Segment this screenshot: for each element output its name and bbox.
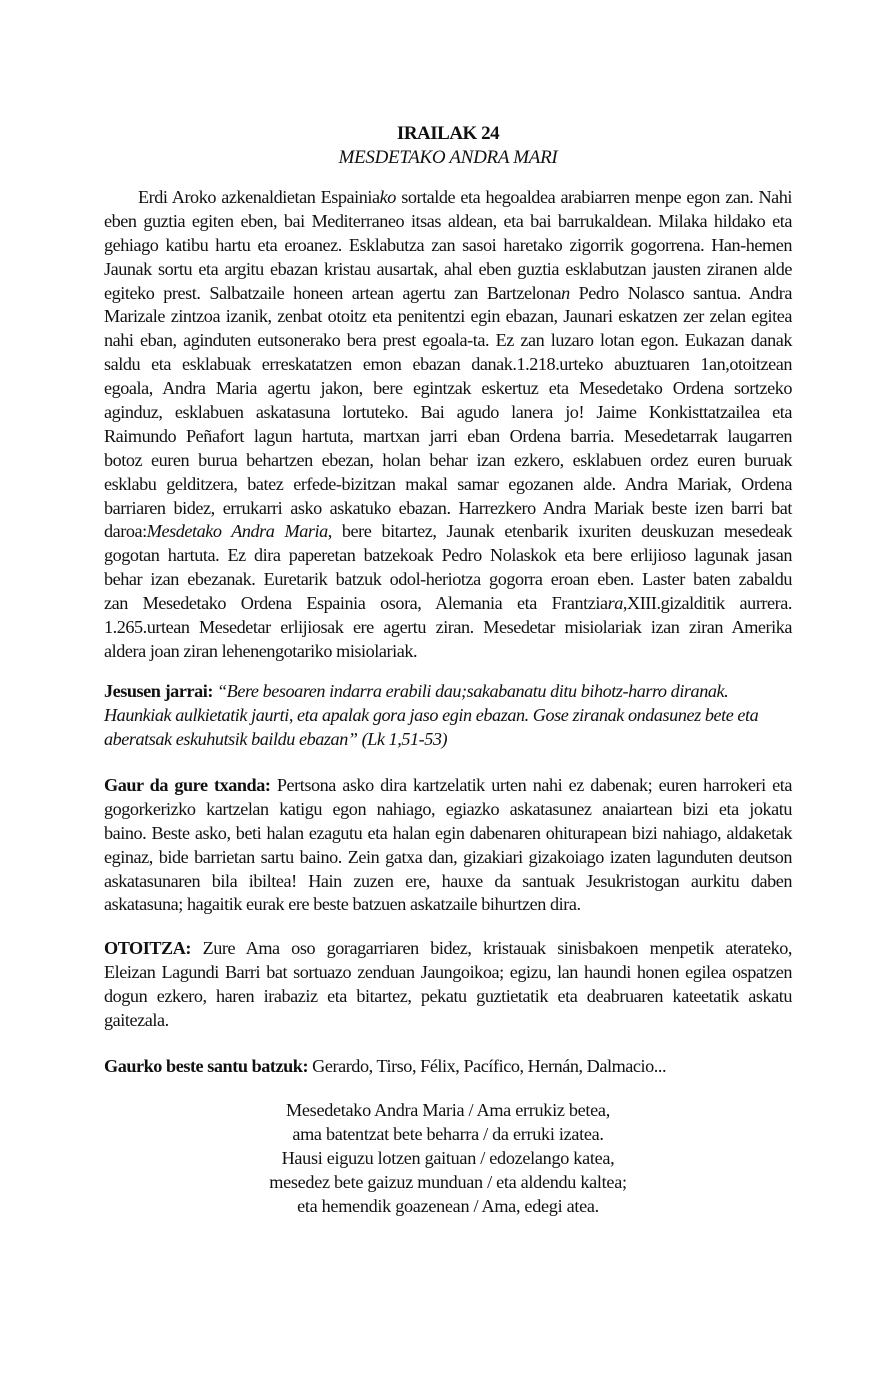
text-line: aldera joan ziran lehenengotariko misiolariak. xyxy=(104,640,418,661)
text-line xyxy=(104,774,792,798)
saints-list: Gerardo, Tirso, Félix, Pacífico, Hernán, Dalmacio... xyxy=(308,1056,667,1076)
poem-line: mesedez bete gaizuz munduan / eta aldendu kaltea; xyxy=(269,1171,627,1192)
poem xyxy=(104,1099,792,1219)
text-line: behar izan ebezanak. Euretarik batzuk odol-heriotza gogorra eroan eben. Laster baten zabaldu xyxy=(104,569,792,590)
beste-santu-section xyxy=(104,1055,792,1079)
text-span: egiteko prest. Salbatzaile honeen artean agertu zan Bartzelona xyxy=(104,282,562,303)
poem-line: Hausi eiguzu lotzen gaituan / edozelango katea, xyxy=(281,1147,615,1168)
quote-text: aberatsak eskuhutsik baildu ebazan” (Lk 1,51-53) xyxy=(104,728,448,749)
section-label: OTOITZA: xyxy=(104,938,192,958)
text-line: gehiago katibu hartu eta eroanez. Esklabutza zan sasoi haretako zigorrik gogorrena. Han-hemen xyxy=(104,234,792,255)
intro-paragraph xyxy=(104,186,792,664)
text-span: sortalde eta hegoaldea arabiarren menpe egon zan. Nahi xyxy=(395,187,792,207)
text-line xyxy=(104,1055,792,1079)
italic-span: ra xyxy=(607,593,623,614)
poem-line: Mesedetako Andra Maria / Ama errukiz betea, xyxy=(286,1100,610,1120)
text-line: 1.265.urtean Mesedetar erlijiosak ere agertu ziran. Mesedetar misiolariak izan ziran Amerika xyxy=(104,617,792,638)
poem-line: eta hemendik goazenean / Ama, edegi atea. xyxy=(297,1195,599,1216)
text-line: Marizale zintzoa izanik, zenbat otoitz eta penitentzi egin ebazan, Jaunari eskatzen zer zelan egitea xyxy=(104,306,792,327)
text-span: daroa: xyxy=(104,521,147,542)
text-span: zan Mesedetako Ordena Espainia osora, Alemania eta Frantzia xyxy=(104,593,608,614)
text-line: egoala, Andra Maria agertu jakon, bere egintzak eskertuz eta Mesedetako Ordena sortzeko xyxy=(104,378,792,399)
text-line xyxy=(104,186,792,210)
page-subtitle: MESDETAKO ANDRA MARI xyxy=(338,147,558,168)
quote-text: “Bere besoaren indarra erabili dau;sakabanatu ditu bihotz-harro diranak. xyxy=(212,681,729,701)
text-line: Jaunak sortu eta argitu ebazan kristau ausartak, ahal eben guztia esklabutzan jausten ziranen alde xyxy=(104,258,792,279)
italic-span: Mesdetako Andra Maria xyxy=(146,521,328,542)
text-line: botoz euren burua behartzen ebezan, holan behar izan ezkero, esklabuen ordez euren buruak xyxy=(104,449,792,470)
section-label: Jesusen jarrai: xyxy=(104,681,213,701)
text-line: Raimundo Peñafort lagun hartuta, martxan jarri eban Ordena barria. Mesedetarrak laugarren xyxy=(104,425,792,446)
italic-span: n xyxy=(561,282,570,303)
text-line: baino. Beste asko, beti halan ezagutu eta halan egin dabenaren ohiturapean bizi nahiago, aldaketak xyxy=(104,822,792,843)
page-title: IRAILAK 24 xyxy=(396,123,500,144)
text-span: ,XIII.gizalditik aurrera. xyxy=(622,593,792,614)
jesusen-jarrai-section xyxy=(104,680,792,752)
text-line xyxy=(104,937,792,961)
text-line: barriaren bidez, errukarri asko askatuko ebazan. Harrezkero Andra Mariak beste izen barri bat xyxy=(104,497,792,518)
otoitza-section xyxy=(104,937,792,1033)
text-span: Erdi Aroko azkenaldietan Espainia xyxy=(138,187,380,207)
quote-text: Haunkiak aulkietatik jaurti, eta apalak gora jaso egin ebazan. Gose ziranak ondasunez bete eta xyxy=(104,704,759,725)
text-span: , bere bitartez, Jaunak etenbarik ixuriten deuskuzan mesedeak xyxy=(327,521,792,542)
text-line: askatasunaren bila ibiltea! Hain zuzen ere, hauxe da santuak Jesukristogan aurkitu daben xyxy=(104,870,792,891)
italic-span: ko xyxy=(379,187,396,207)
gaur-da-section xyxy=(104,774,792,917)
poem-line: ama batentzat bete beharra / da erruki izatea. xyxy=(292,1123,604,1144)
text-line: gogorkerizko kartzelan katigu egon nahiago, egiazko askatasunez anaiartean bizi eta jokatu xyxy=(104,798,792,819)
text-line: gaitezala. xyxy=(104,1009,169,1030)
text-span: Pertsona asko dira kartzelatik urten nahi ez dabenak; euren harrokeri eta xyxy=(270,775,792,795)
text-span: Pedro Nolasco santua. Andra xyxy=(569,282,792,303)
section-label: Gaur da gure txanda: xyxy=(104,775,271,795)
text-line: aginduz, esklabuen askatasuna lortuteko. Bai agudo lanera jo! Jaime Konkisttatzailea eta xyxy=(104,402,792,423)
text-line: eginaz, bide barrietan sartu baino. Zein gatxa dan, gizakiari gizakoiago izaten lagunduten deutson xyxy=(104,846,792,867)
text-line xyxy=(104,680,792,704)
text-line: esklabu gelditzera, batez erfede-bizitzan makal samar egozanen alde. Andra Mariak, Ordena xyxy=(104,473,792,494)
text-line xyxy=(104,592,792,616)
text-span: Zure Ama oso goragarriaren bidez, kristauak sinisbakoen menpetik aterateko, xyxy=(191,938,792,958)
text-line: eben guztia egiten eben, bai Mediterraneo itsas aldean, eta bai barrukaldean. Milaka hildako eta xyxy=(104,210,792,231)
text-line: askatasuna; hagaitik eurak ere beste batzuen askatzaile bihurtzen dira. xyxy=(104,894,581,915)
text-line: gogotan hartuta. Ez dira paperetan batzekoak Pedro Nolaskok eta bere erlijioso lagunak jasan xyxy=(104,545,792,566)
section-label: Gaurko beste santu batzuk: xyxy=(104,1056,309,1076)
text-line: saldu eta esklabuak erreskatatzen emon ebazan danak.1.218.urteko abuztuaren 1an,otoitzean xyxy=(104,354,792,375)
text-line xyxy=(104,520,792,544)
text-line: Eleizan Lagundi Barri bat sortuazo zenduan Jaungoikoa; egizu, lan haundi honen egilea ospatzen xyxy=(104,961,792,982)
text-line: nahi eban, aginduten eutsonerako bera prest egoala-ta. Ez zan luzaro lotan egon. Eukazan danak xyxy=(104,330,792,351)
text-line xyxy=(104,282,792,306)
text-line: dogun ezkero, haren irabaziz eta bitartez, pekatu guztietatik eta deabruaren kateetatik askatu xyxy=(104,985,792,1006)
